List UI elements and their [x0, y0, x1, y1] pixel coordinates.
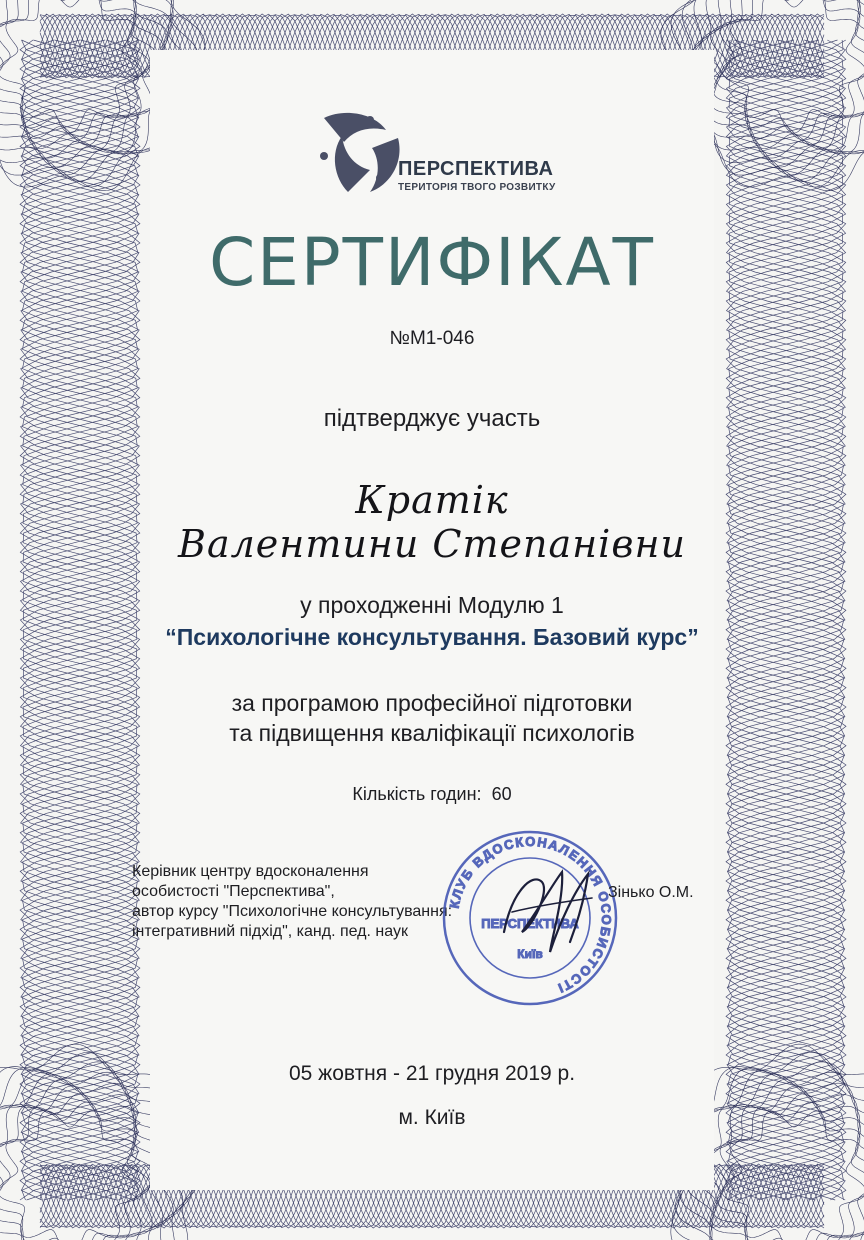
- confirms-participation: підтверджує участь: [323, 405, 541, 432]
- stamp-inner-text: ПЕРСПЕКТИВА: [481, 916, 579, 931]
- signatory-position: [132, 862, 492, 942]
- module-line: у проходженні Модулю 1: [300, 592, 564, 618]
- signatory-line-1: Керівник центру вдосконалення: [132, 863, 369, 880]
- signatory-line-3: автор курсу "Психологічне консультування:: [132, 903, 453, 920]
- stamp-outer-text: КЛУБ ВДОСКОНАЛЕННЯ ОСОБИСТОСТІ: [446, 833, 615, 997]
- certificate-body: [150, 50, 714, 1190]
- program-line-2: та підвищення кваліфікації психологів: [229, 720, 635, 746]
- signatory-name: Зінько О.М.: [608, 884, 694, 901]
- hours-value: 60: [491, 784, 512, 804]
- hours-line: [0, 784, 864, 805]
- certificate-heading: СЕРТИФІКАТ: [209, 224, 655, 301]
- logo-subtitle: ТЕРИТОРІЯ ТВОГО РОЗВИТКУ: [398, 182, 556, 193]
- signatory-line-4: інтегративний підхід", канд. пед. наук: [132, 923, 408, 940]
- logo-title: ПЕРСПЕКТИВА: [398, 158, 554, 180]
- certificate-number: №М1-046: [389, 328, 475, 349]
- handwritten-signature: [492, 852, 602, 962]
- recipient-given-names: Валентини Степанівни: [178, 522, 686, 566]
- course-dates: 05 жовтня - 21 грудня 2019 р.: [288, 1062, 576, 1085]
- program-line-1: за програмою професійної підготовки: [231, 690, 633, 716]
- hours-label: Кількість годин:: [352, 784, 482, 804]
- issue-city: м. Київ: [398, 1106, 466, 1129]
- signatory-line-2: особистості "Перспектива",: [132, 883, 335, 900]
- recipient-surname: Кратік: [355, 478, 509, 522]
- course-title: “Психологічне консультування. Базовий курс”: [165, 624, 699, 650]
- stamp-city-text: Київ: [517, 947, 543, 961]
